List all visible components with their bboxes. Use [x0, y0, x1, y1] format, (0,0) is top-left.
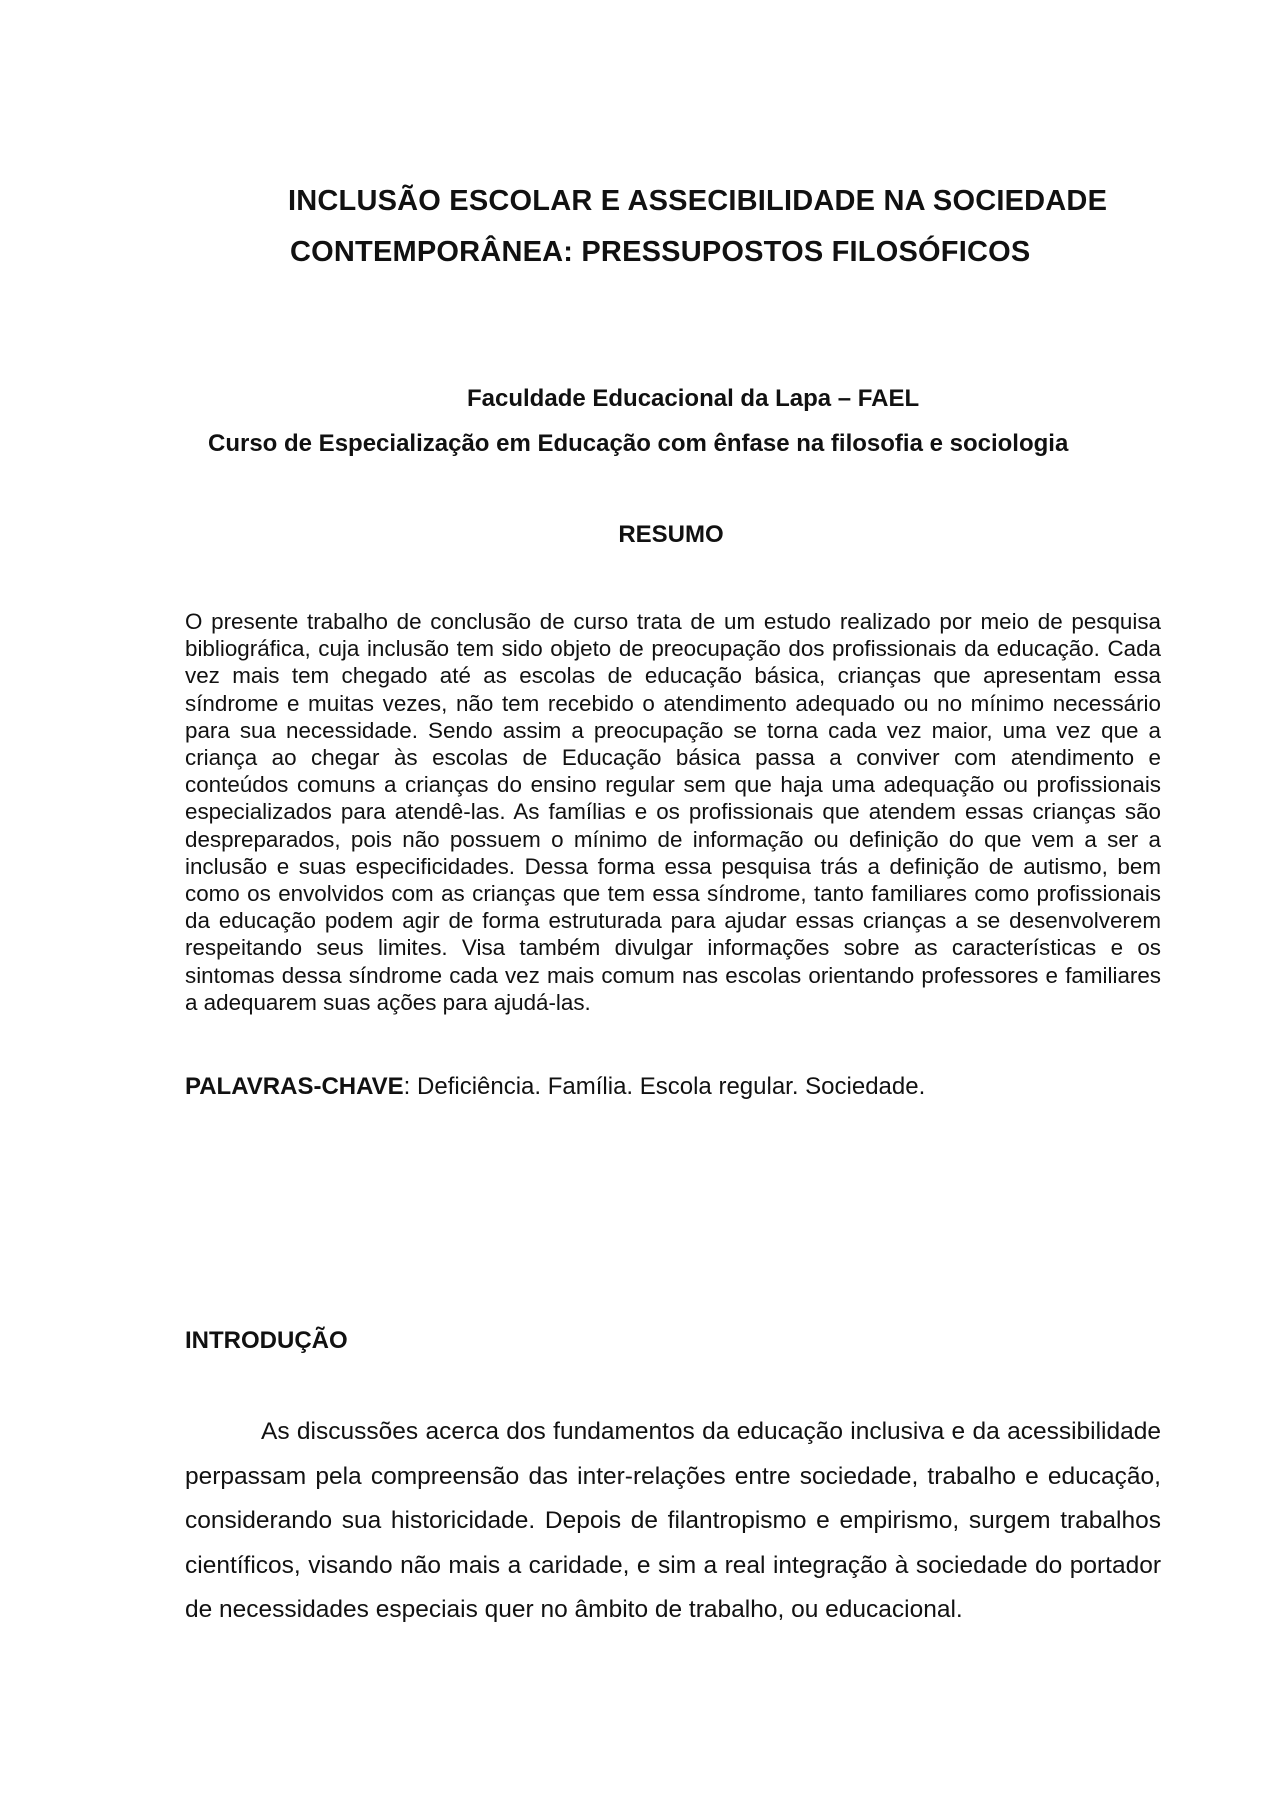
- introduction-heading: INTRODUÇÃO: [185, 1327, 348, 1354]
- abstract-text: O presente trabalho de conclusão de curso trata de um estudo realizado por meio de pesquisa bibliográfica, cuja inclusão tem sido objeto de preocupação dos profissionais da educação. Cada vez mais tem chegado até as escolas de educação básica, crianças que apresentam essa síndrome e muitas vezes, não tem recebido o atendimento adequado ou no mínimo necessário para sua necessidade. Sendo assim a preocupação se torna cada vez maior, uma vez que a criança ao chegar às escolas de Educação básica passa a conviver com atendimento e conteúdos comuns a crianças do ensino regular sem que haja uma adequação ou profissionais especializados para atendê-las. As famílias e os profissionais que atendem essas crianças são despreparados, pois não possuem o mínimo de informação ou definição do que vem a ser a inclusão e suas especificidades. Dessa forma essa pesquisa trás a definição de autismo, bem como os envolvidos com as crianças que tem essa síndrome, tanto familiares como profissionais da educação podem agir de forma estruturada para ajudar essas crianças a se desenvolverem respeitando seus limites. Visa também divulgar informações sobre as características e os sintomas dessa síndrome cada vez mais comum nas escolas orientando professores e familiares a adequarem suas ações para ajudá-las.: [185, 609, 1161, 1015]
- institution-name: Faculdade Educacional da Lapa – FAEL: [467, 385, 920, 412]
- course-name: Curso de Especialização em Educação com ênfase na filosofia e sociologia: [208, 430, 1069, 457]
- keywords-line: [185, 1073, 925, 1101]
- keywords-text: : Deficiência. Família. Escola regular. Sociedade.: [403, 1073, 926, 1100]
- introduction-paragraph: As discussões acerca dos fundamentos da educação inclusiva e da acessibilidade perpassam pela compreensão das inter-relações entre sociedade, trabalho e educação, considerando sua historicidade. Depois de filantropismo e empirismo, surgem trabalhos científicos, visando não mais a caridade, e sim a real integração à sociedade do portador de necessidades especiais quer no âmbito de trabalho, ou educacional.: [185, 1418, 1161, 1624]
- keywords-label: PALAVRAS-CHAVE: [185, 1073, 404, 1100]
- document-title-line-2: CONTEMPORÂNEA: PRESSUPOSTOS FILOSÓFICOS: [290, 236, 1031, 268]
- abstract-heading: RESUMO: [618, 521, 724, 548]
- document-title-line-1: INCLUSÃO ESCOLAR E ASSECIBILIDADE NA SOCIEDADE: [288, 185, 1108, 217]
